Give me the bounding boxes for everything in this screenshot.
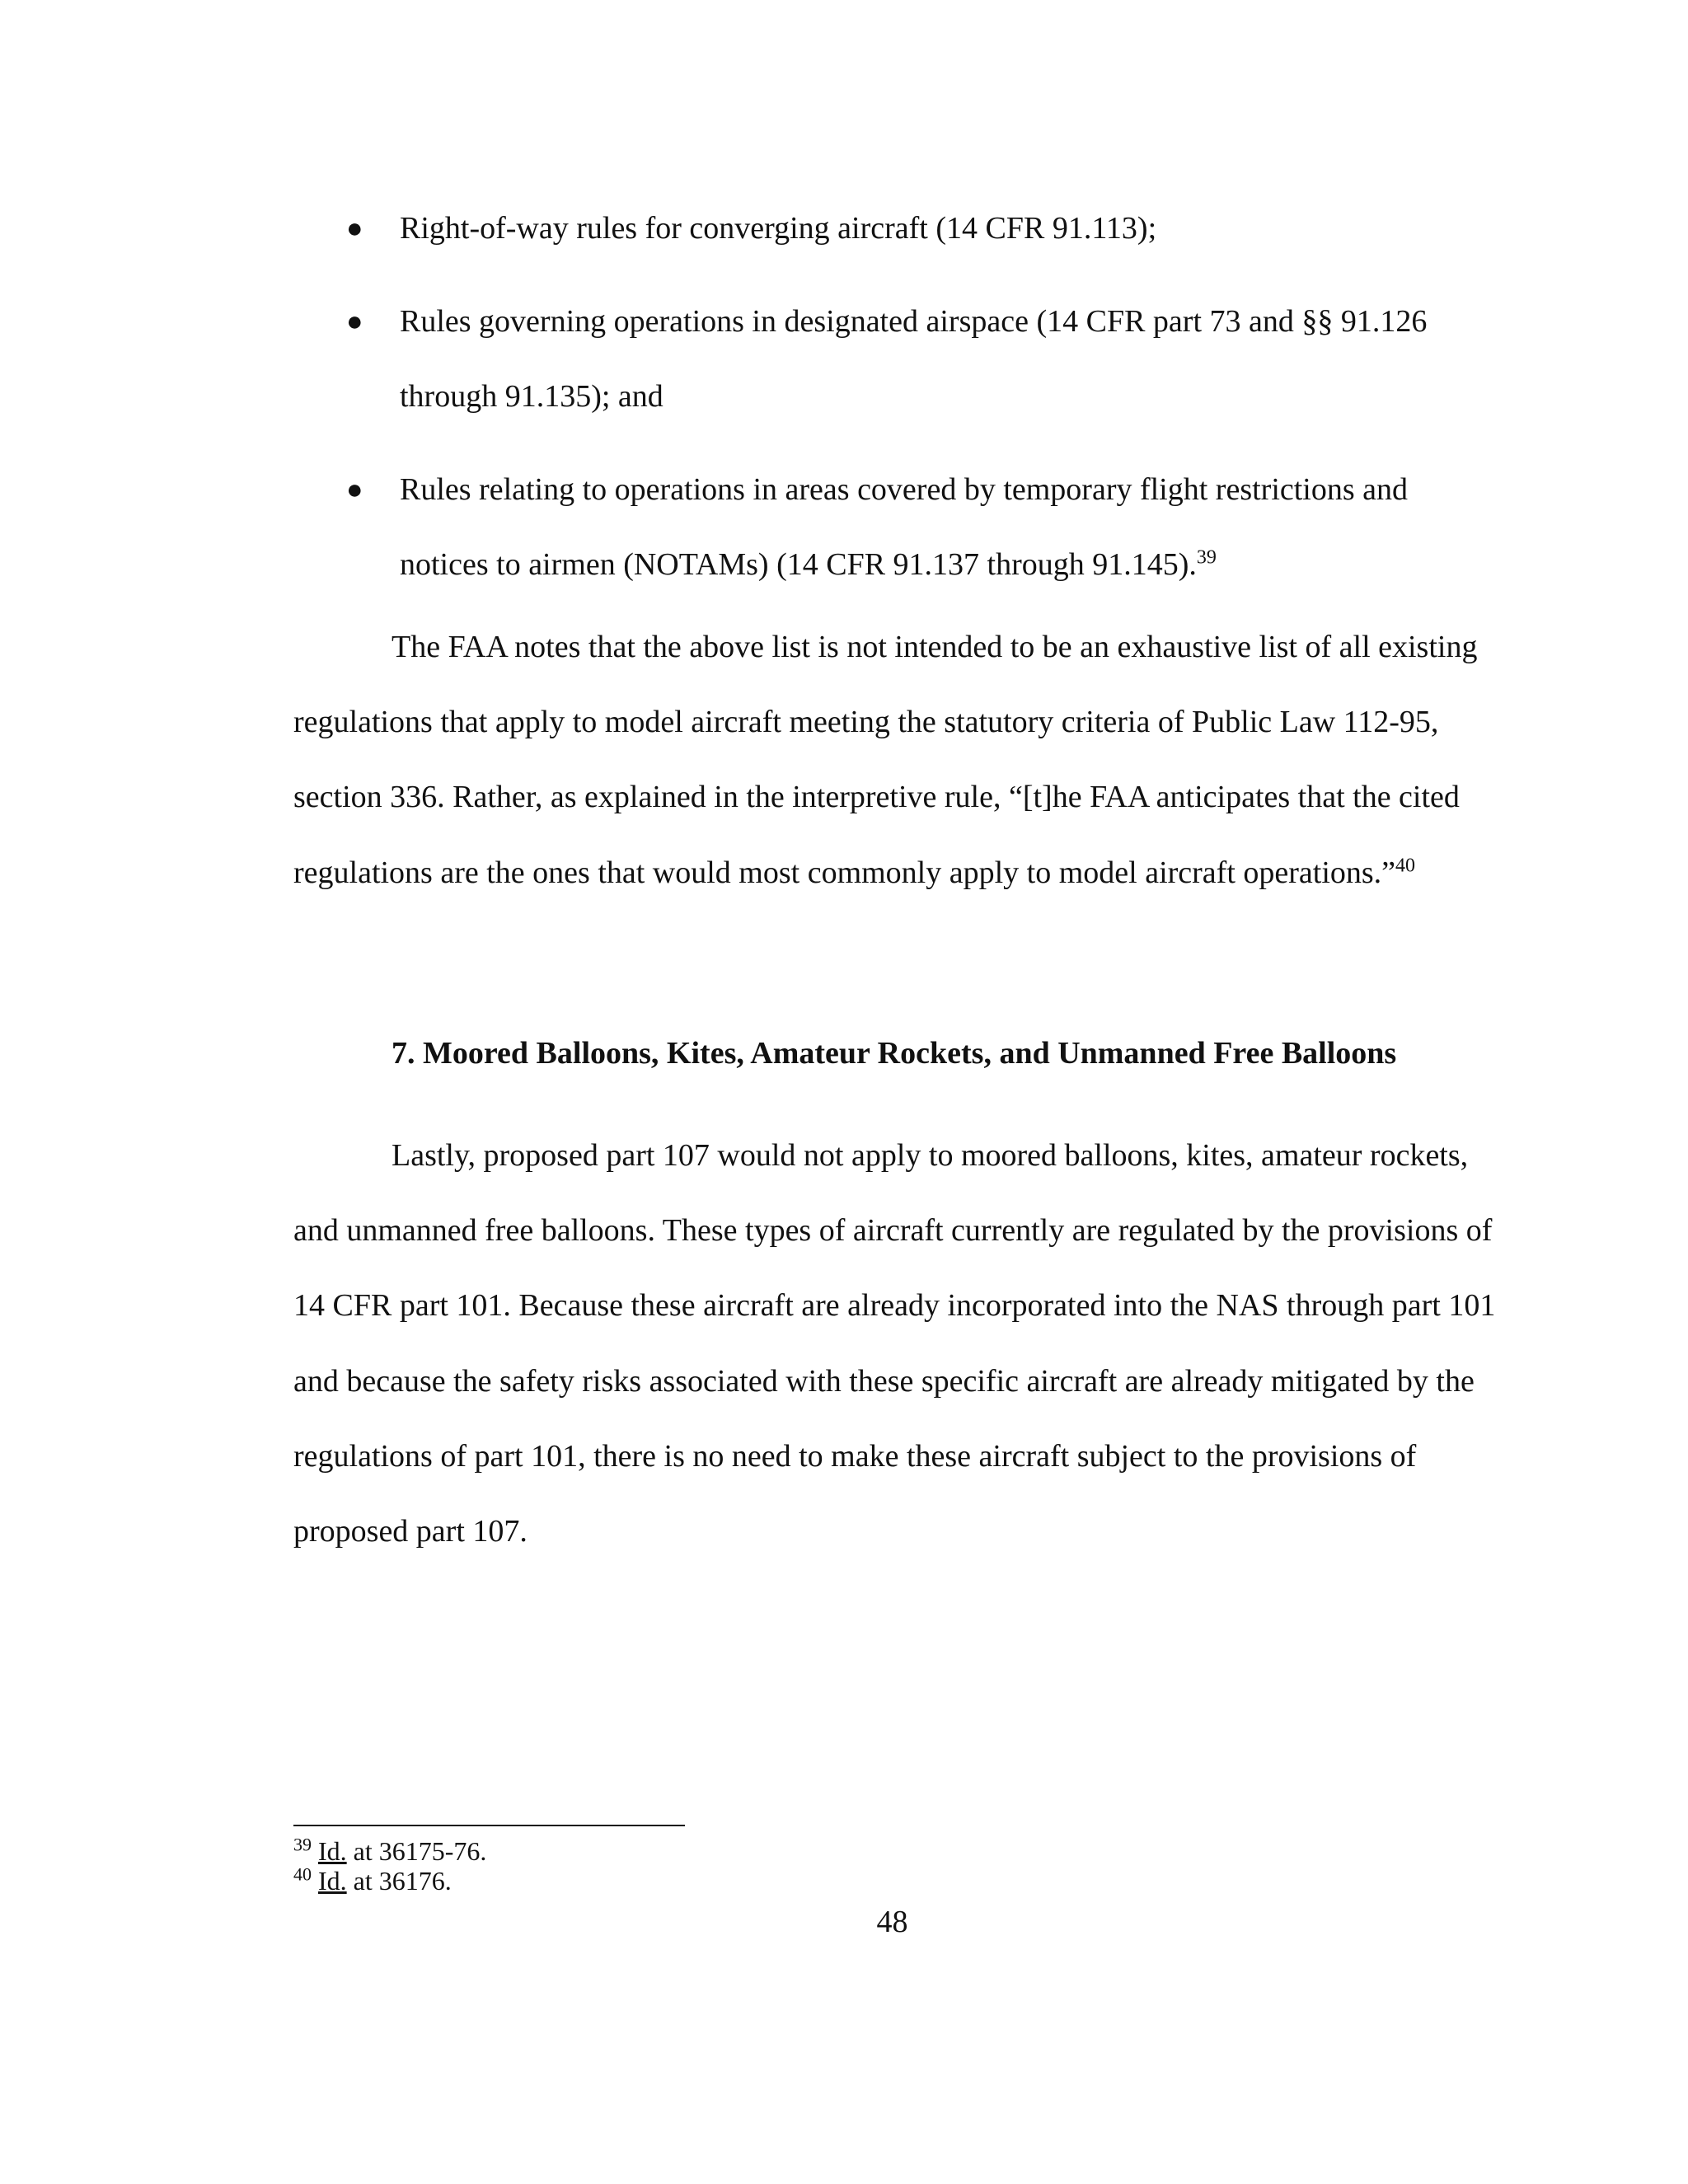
- footnote-cite: Id.: [318, 1836, 347, 1866]
- bullet-text: Right-of-way rules for converging aircraft (14 CFR 91.113);: [400, 211, 1157, 246]
- footnote-divider: [293, 1825, 685, 1826]
- footnote-text: at 36176.: [346, 1866, 452, 1896]
- footnote-ref-39[interactable]: 39: [1196, 546, 1217, 569]
- paragraph-text: The FAA notes that the above list is not intended to be an exhaustive list of all existing regulations that apply to model aircraft meeting the statutory criteria of Public Law 112-95, section 336. Rather, as explained in the interpretive rule, “[t]he FAA anticipates that the cited regulations are the ones that would most commonly apply to model aircraft operations.”: [293, 630, 1478, 890]
- bullet-item-right-of-way: [346, 191, 1500, 266]
- footnote-text: at 36175-76.: [346, 1836, 487, 1866]
- bullet-dot-icon: ●: [346, 213, 363, 244]
- paragraph-model-aircraft-regulations: [293, 610, 1497, 911]
- bullet-dot-icon: ●: [346, 307, 363, 337]
- page-number: 48: [876, 1905, 908, 1939]
- footnote-number: 39: [293, 1834, 312, 1855]
- paragraph-moored-balloons: [293, 1118, 1497, 1569]
- footnotes: [293, 1836, 486, 1896]
- section-heading: 7. Moored Balloons, Kites, Amateur Rockets, and Unmanned Free Balloons: [392, 1036, 1397, 1071]
- bullet-item-temporary-flight-restrictions: [346, 452, 1500, 602]
- bullet-text: Rules governing operations in designated airspace (14 CFR part 73 and §§ 91.126 through 91.135); and: [400, 304, 1428, 414]
- bullet-item-designated-airspace: [346, 284, 1500, 434]
- regulation-bullet-list: [346, 191, 1500, 621]
- footnote-cite: Id.: [318, 1866, 347, 1896]
- footnote-39: [293, 1836, 486, 1866]
- footnote-ref-40[interactable]: 40: [1395, 854, 1416, 876]
- bullet-dot-icon: ●: [346, 475, 363, 505]
- bullet-text: Rules relating to operations in areas covered by temporary flight restrictions and notices to airmen (NOTAMs) (14 CFR 91.137 through 91.145).: [400, 472, 1409, 582]
- footnote-number: 40: [293, 1863, 312, 1885]
- footnote-40: [293, 1863, 486, 1896]
- paragraph-text: Lastly, proposed part 107 would not apply to moored balloons, kites, amateur rockets, and unmanned free balloons. These types of aircraft currently are regulated by the provisions of 14 CFR part 101. Because these aircraft are already incorporated into the NAS through part 101 and because the safety risks associated with these specific aircraft are already mitigated by the regulations of part 101, there is no need to make these aircraft subject to the provisions of proposed part 107.: [293, 1138, 1496, 1549]
